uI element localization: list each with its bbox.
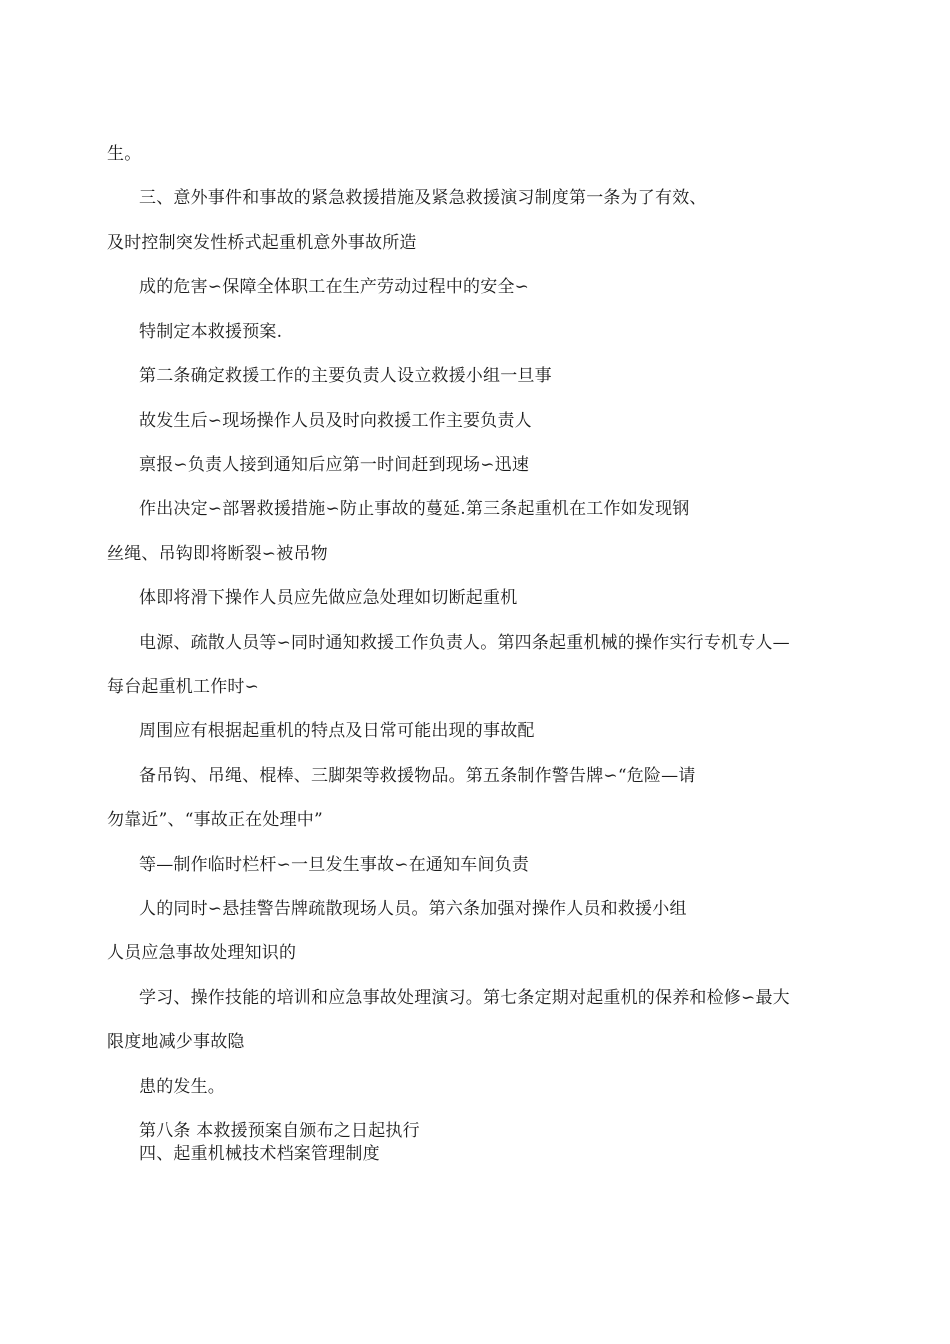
text-line: 故发生后∽现场操作人员及时向救援工作主要负责人 <box>139 411 532 431</box>
text-line: 第八条 本救援预案自颁布之日起执行 <box>139 1121 420 1141</box>
text-line: 成的危害∽保障全体职工在生产劳动过程中的安全∽ <box>139 277 530 297</box>
text-line: 周围应有根据起重机的特点及日常可能出现的事故配 <box>139 721 535 741</box>
text-line: 特制定本救援预案. <box>139 322 283 342</box>
text-line: 人的同时∽悬挂警告牌疏散现场人员。第六条加强对操作人员和救援小组 <box>139 899 687 919</box>
text-line: 勿靠近”、“事故正在处理中” <box>107 810 323 830</box>
text-line: 第二条确定救援工作的主要负责人设立救援小组一旦事 <box>139 366 552 386</box>
text-line: 限度地减少事故隐 <box>107 1032 245 1052</box>
text-line: 作出决定∽部署救援措施∽防止事故的蔓延.第三条起重机在工作如发现钢 <box>139 499 690 519</box>
text-line: 备吊钩、吊绳、棍棒、三脚架等救援物品。第五条制作警告牌∽“危险—请 <box>139 766 696 786</box>
section-heading-3: 三、意外事件和事故的紧急救援措施及紧急救援演习制度第一条为了有效、 <box>139 188 707 208</box>
section-heading-4: 四、起重机械技术档案管理制度 <box>139 1144 380 1164</box>
text-line: 丝绳、吊钩即将断裂∽被吊物 <box>107 544 328 564</box>
text-line: 每台起重机工作时∽ <box>107 677 260 697</box>
text-line: 电源、疏散人员等∽同时通知救援工作负责人。第四条起重机械的操作实行专机专人— <box>139 633 790 653</box>
text-line: 患的发生。 <box>139 1077 225 1097</box>
text-line: 体即将滑下操作人员应先做应急处理如切断起重机 <box>139 588 518 608</box>
text-line: 生。 <box>107 144 142 164</box>
text-line: 学习、操作技能的培训和应急事故处理演习。第七条定期对起重机的保养和检修∽最大 <box>139 988 790 1008</box>
text-line: 禀报∽负责人接到通知后应第一时间赶到现场∽迅速 <box>139 455 530 475</box>
text-line: 人员应急事故处理知识的 <box>107 943 297 963</box>
text-line: 等—制作临时栏杆∽一旦发生事故∽在通知车间负责 <box>139 855 530 875</box>
text-line: 及时控制突发性桥式起重机意外事故所造 <box>107 233 417 253</box>
